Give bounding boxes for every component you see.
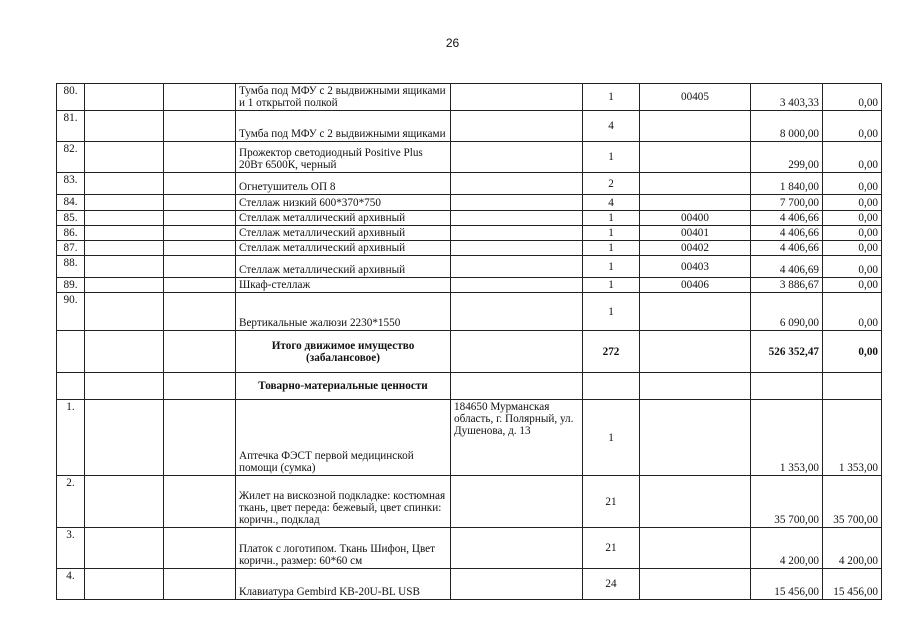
row-number: 4. — [57, 569, 85, 600]
empty-cell — [164, 373, 236, 400]
empty-cell — [640, 373, 751, 400]
empty-cell — [164, 476, 236, 528]
item-amount: 35 700,00 — [751, 476, 823, 528]
item-address — [451, 211, 583, 226]
empty-cell — [164, 528, 236, 569]
item-name: Шкаф-стеллаж — [236, 278, 451, 293]
empty-cell — [164, 195, 236, 211]
table-row — [57, 211, 882, 226]
total-quantity: 272 — [583, 331, 640, 373]
inventory-number — [640, 528, 751, 569]
item-amount: 4 406,66 — [751, 241, 823, 256]
empty-cell — [85, 293, 164, 331]
table-row — [57, 142, 882, 173]
inventory-number — [640, 476, 751, 528]
table-row — [57, 278, 882, 293]
item-amount: 1 840,00 — [751, 173, 823, 195]
inventory-number — [640, 400, 751, 476]
empty-cell — [164, 211, 236, 226]
empty-cell — [164, 293, 236, 331]
section-title: Товарно-материальные ценности — [236, 373, 451, 400]
total-residual: 0,00 — [823, 331, 882, 373]
item-name: Огнетушитель ОП 8 — [236, 173, 451, 195]
empty-cell — [85, 84, 164, 111]
total-amount: 526 352,47 — [751, 331, 823, 373]
item-address — [451, 278, 583, 293]
inventory-number: 00405 — [640, 84, 751, 111]
item-address — [451, 84, 583, 111]
item-amount: 4 406,66 — [751, 211, 823, 226]
table-row — [57, 195, 882, 211]
inventory-number — [640, 293, 751, 331]
residual-value: 0,00 — [823, 111, 882, 142]
item-name: Жилет на вискозной подкладке: костюмная ткань, цвет переда: бежевый, цвет спинки: коричн., подклад — [236, 476, 451, 528]
table-row — [57, 400, 882, 476]
row-number: 88. — [57, 256, 85, 278]
residual-value: 0,00 — [823, 241, 882, 256]
item-quantity: 1 — [583, 256, 640, 278]
residual-value: 0,00 — [823, 226, 882, 241]
item-address — [451, 173, 583, 195]
inventory-number — [640, 111, 751, 142]
residual-value: 0,00 — [823, 278, 882, 293]
table-row — [57, 226, 882, 241]
empty-cell — [85, 195, 164, 211]
item-address — [451, 476, 583, 528]
item-address — [451, 195, 583, 211]
row-number: 3. — [57, 528, 85, 569]
item-quantity: 1 — [583, 226, 640, 241]
empty-cell — [451, 373, 583, 400]
inventory-number — [640, 195, 751, 211]
page-number: 26 — [445, 36, 460, 50]
row-number: 85. — [57, 211, 85, 226]
row-number: 87. — [57, 241, 85, 256]
item-name: Платок с логотипом. Ткань Шифон, Цвет коричн., размер: 60*60 см — [236, 528, 451, 569]
item-quantity: 24 — [583, 569, 640, 600]
table-row — [57, 256, 882, 278]
total-label: Итого движимое имущество (забалансовое) — [236, 331, 451, 373]
empty-cell — [164, 84, 236, 111]
row-number: 81. — [57, 111, 85, 142]
item-quantity: 2 — [583, 173, 640, 195]
item-name: Прожектор светодиодный Positive Plus 20Вт 6500К, черный — [236, 142, 451, 173]
row-number: 83. — [57, 173, 85, 195]
item-amount: 4 406,69 — [751, 256, 823, 278]
row-number: 1. — [57, 400, 85, 476]
item-name: Стеллаж металлический архивный — [236, 226, 451, 241]
item-name: Стеллаж металлический архивный — [236, 241, 451, 256]
inventory-number — [640, 142, 751, 173]
inventory-table — [56, 83, 882, 600]
empty-cell — [85, 211, 164, 226]
table-row — [57, 84, 882, 111]
residual-value: 1 353,00 — [823, 400, 882, 476]
empty-cell — [85, 111, 164, 142]
residual-value: 0,00 — [823, 142, 882, 173]
empty-cell — [85, 400, 164, 476]
table-row — [57, 111, 882, 142]
item-address — [451, 293, 583, 331]
row-number: 89. — [57, 278, 85, 293]
item-quantity: 1 — [583, 84, 640, 111]
empty-cell — [57, 331, 85, 373]
item-quantity: 1 — [583, 241, 640, 256]
item-name: Тумба под МФУ с 2 выдвижными ящиками и 1 открытой полкой — [236, 84, 451, 111]
item-amount: 4 200,00 — [751, 528, 823, 569]
empty-cell — [85, 142, 164, 173]
row-number: 90. — [57, 293, 85, 331]
inventory-number: 00402 — [640, 241, 751, 256]
item-quantity: 4 — [583, 195, 640, 211]
item-quantity: 21 — [583, 528, 640, 569]
inventory-number — [640, 173, 751, 195]
empty-cell — [57, 373, 85, 400]
item-name: Аптечка ФЭСТ первой медицинской помощи (сумка) — [236, 400, 451, 476]
item-name: Вертикальные жалюзи 2230*1550 — [236, 293, 451, 331]
empty-cell — [85, 476, 164, 528]
inventory-number — [640, 569, 751, 600]
empty-cell — [85, 331, 164, 373]
item-quantity: 1 — [583, 211, 640, 226]
empty-cell — [164, 331, 236, 373]
empty-cell — [85, 569, 164, 600]
empty-cell — [751, 373, 823, 400]
empty-cell — [164, 111, 236, 142]
item-amount: 4 406,66 — [751, 226, 823, 241]
empty-cell — [640, 331, 751, 373]
item-amount: 3 886,67 — [751, 278, 823, 293]
residual-value: 0,00 — [823, 293, 882, 331]
inventory-number: 00406 — [640, 278, 751, 293]
empty-cell — [164, 142, 236, 173]
empty-cell — [85, 278, 164, 293]
row-number: 82. — [57, 142, 85, 173]
table-row — [57, 528, 882, 569]
row-number: 80. — [57, 84, 85, 111]
item-amount: 6 090,00 — [751, 293, 823, 331]
item-address — [451, 142, 583, 173]
item-quantity: 4 — [583, 111, 640, 142]
item-name: Стеллаж металлический архивный — [236, 256, 451, 278]
empty-cell — [164, 569, 236, 600]
inventory-number: 00403 — [640, 256, 751, 278]
item-name: Стеллаж низкий 600*370*750 — [236, 195, 451, 211]
item-name: Тумба под МФУ с 2 выдвижными ящиками — [236, 111, 451, 142]
empty-cell — [451, 331, 583, 373]
inventory-rows — [57, 84, 882, 600]
item-address — [451, 241, 583, 256]
item-amount: 1 353,00 — [751, 400, 823, 476]
item-name: Клавиатура Gembird KB-20U-BL USB — [236, 569, 451, 600]
table-row — [57, 476, 882, 528]
item-amount: 7 700,00 — [751, 195, 823, 211]
item-address: 184650 Мурманская область, г. Полярный, ул. Душенова, д. 13 — [451, 400, 583, 476]
empty-cell — [85, 373, 164, 400]
item-name: Стеллаж металлический архивный — [236, 211, 451, 226]
empty-cell — [85, 173, 164, 195]
item-address — [451, 111, 583, 142]
residual-value: 35 700,00 — [823, 476, 882, 528]
item-amount: 299,00 — [751, 142, 823, 173]
empty-cell — [85, 241, 164, 256]
item-quantity: 1 — [583, 400, 640, 476]
item-address — [451, 569, 583, 600]
item-amount: 15 456,00 — [751, 569, 823, 600]
empty-cell — [164, 226, 236, 241]
item-quantity: 1 — [583, 142, 640, 173]
item-quantity: 1 — [583, 278, 640, 293]
empty-cell — [164, 241, 236, 256]
item-address — [451, 226, 583, 241]
item-quantity: 21 — [583, 476, 640, 528]
empty-cell — [85, 528, 164, 569]
residual-value: 4 200,00 — [823, 528, 882, 569]
row-number: 2. — [57, 476, 85, 528]
empty-cell — [164, 400, 236, 476]
item-amount: 8 000,00 — [751, 111, 823, 142]
row-number: 86. — [57, 226, 85, 241]
table-row — [57, 173, 882, 195]
item-address — [451, 528, 583, 569]
inventory-table-wrapper — [56, 83, 882, 600]
residual-value: 0,00 — [823, 173, 882, 195]
row-number: 84. — [57, 195, 85, 211]
total-row — [57, 331, 882, 373]
table-row — [57, 241, 882, 256]
item-amount: 3 403,33 — [751, 84, 823, 111]
table-row — [57, 293, 882, 331]
residual-value: 0,00 — [823, 256, 882, 278]
item-quantity: 1 — [583, 293, 640, 331]
inventory-number: 00401 — [640, 226, 751, 241]
inventory-number: 00400 — [640, 211, 751, 226]
empty-cell — [583, 373, 640, 400]
item-address — [451, 256, 583, 278]
residual-value: 15 456,00 — [823, 569, 882, 600]
empty-cell — [164, 173, 236, 195]
residual-value: 0,00 — [823, 195, 882, 211]
empty-cell — [85, 226, 164, 241]
empty-cell — [164, 256, 236, 278]
residual-value: 0,00 — [823, 84, 882, 111]
residual-value: 0,00 — [823, 211, 882, 226]
table-row — [57, 569, 882, 600]
empty-cell — [85, 256, 164, 278]
empty-cell — [164, 278, 236, 293]
empty-cell — [823, 373, 882, 400]
section-header-row — [57, 373, 882, 400]
